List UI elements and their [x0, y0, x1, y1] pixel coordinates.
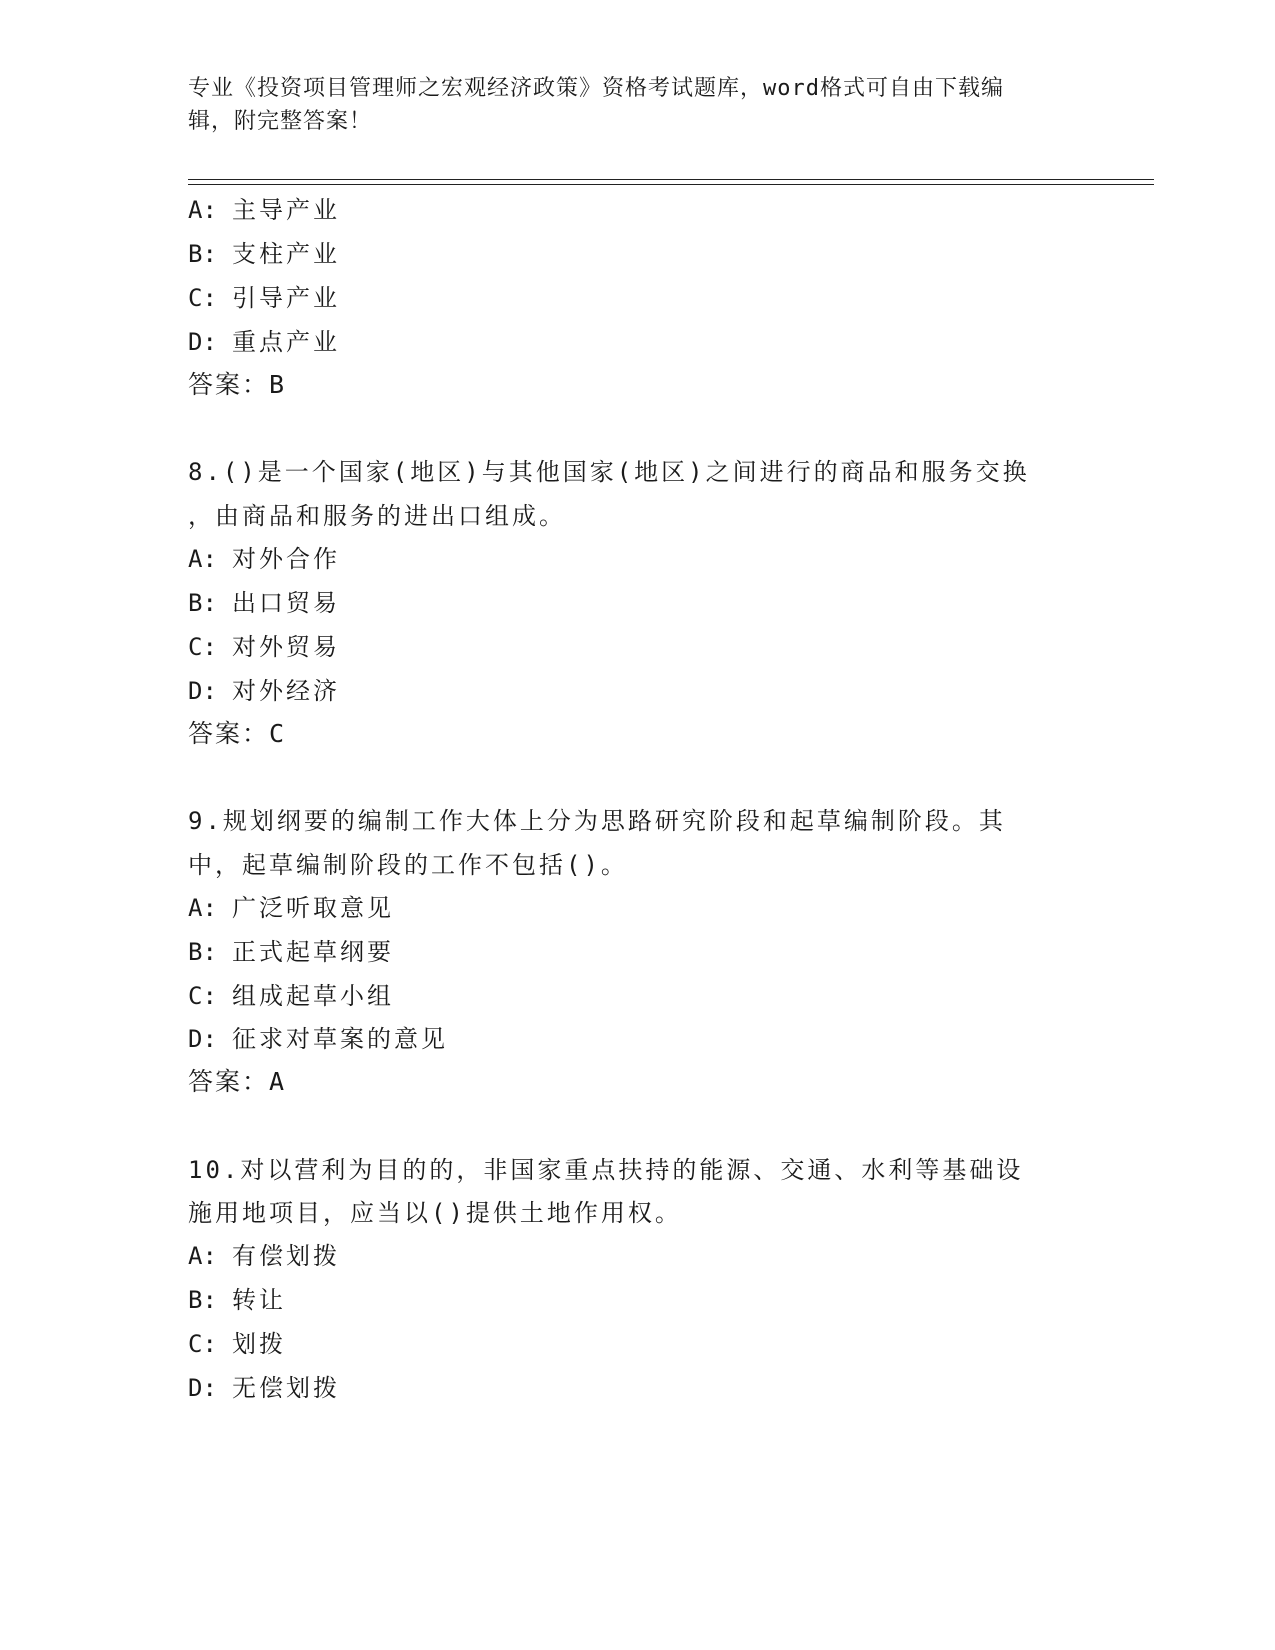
option-text: 支柱产业 [232, 240, 340, 268]
q10-option-a [188, 1240, 340, 1272]
q10-stem-line-2: 施用地项目，应当以()提供土地作用权。 [188, 1199, 682, 1227]
option-text: 转让 [232, 1286, 286, 1314]
q9-stem-line-1: 9.规划纲要的编制工作大体上分为思路研究阶段和起草编制阶段。其 [188, 807, 1006, 835]
q8-option-b [188, 587, 340, 619]
option-text: 无偿划拨 [232, 1374, 340, 1402]
q8-option-c [188, 631, 340, 663]
option-text: 组成起草小组 [232, 982, 394, 1010]
option-text: 引导产业 [232, 284, 340, 312]
option-label: B: [188, 589, 217, 617]
q10-option-c [188, 1328, 286, 1360]
option-label: B: [188, 240, 217, 268]
option-text: 正式起草纲要 [232, 938, 394, 966]
q9-stem-line-2: 中，起草编制阶段的工作不包括()。 [188, 851, 628, 879]
q10-option-d [188, 1372, 340, 1404]
document-header [188, 72, 1088, 138]
option-text: 对外合作 [232, 545, 340, 573]
option-label: B: [188, 938, 217, 966]
q10-stem-line-1: 10.对以营利为目的的，非国家重点扶持的能源、交通、水利等基础设 [188, 1156, 1024, 1184]
option-label: A: [188, 196, 217, 224]
q9-option-b [188, 936, 394, 968]
q9-answer: 答案：A [188, 1067, 287, 1096]
q7-option-a [188, 194, 340, 226]
option-label: D: [188, 328, 217, 356]
q7-option-b [188, 238, 340, 270]
q8-option-d [188, 675, 340, 707]
option-label: B: [188, 1286, 217, 1314]
option-label: D: [188, 677, 217, 705]
option-label: A: [188, 545, 217, 573]
option-text: 主导产业 [232, 196, 340, 224]
option-text: 重点产业 [232, 328, 340, 356]
option-text: 征求对草案的意见 [232, 1025, 448, 1053]
header-line-2: 辑，附完整答案！ [188, 109, 373, 134]
q8-option-a [188, 543, 340, 575]
q8-stem-line-2: ，由商品和服务的进出口组成。 [188, 502, 566, 530]
option-label: C: [188, 284, 217, 312]
q7-answer: 答案：B [188, 370, 287, 399]
q9-option-a [188, 892, 394, 924]
q9-option-d [188, 1023, 448, 1055]
q7-option-c [188, 282, 340, 314]
option-label: C: [188, 633, 217, 661]
option-label: A: [188, 894, 217, 922]
q7-option-d [188, 326, 340, 358]
option-label: C: [188, 982, 217, 1010]
header-line-1: 专业《投资项目管理师之宏观经济政策》资格考试题库，word格式可自由下载编 [188, 76, 1004, 101]
q8-stem-line-1: 8.()是一个国家(地区)与其他国家(地区)之间进行的商品和服务交换 [188, 458, 1030, 486]
header-divider-top [188, 179, 1154, 180]
option-text: 有偿划拨 [232, 1242, 340, 1270]
header-divider-bottom [188, 184, 1154, 185]
option-text: 出口贸易 [232, 589, 340, 617]
option-text: 对外贸易 [232, 633, 340, 661]
option-label: D: [188, 1025, 217, 1053]
option-text: 广泛听取意见 [232, 894, 394, 922]
option-label: D: [188, 1374, 217, 1402]
option-label: C: [188, 1330, 217, 1358]
q9-option-c [188, 980, 394, 1012]
q10-option-b [188, 1284, 286, 1316]
option-text: 划拨 [232, 1330, 286, 1358]
q8-answer: 答案：C [188, 719, 287, 748]
option-text: 对外经济 [232, 677, 340, 705]
option-label: A: [188, 1242, 217, 1270]
